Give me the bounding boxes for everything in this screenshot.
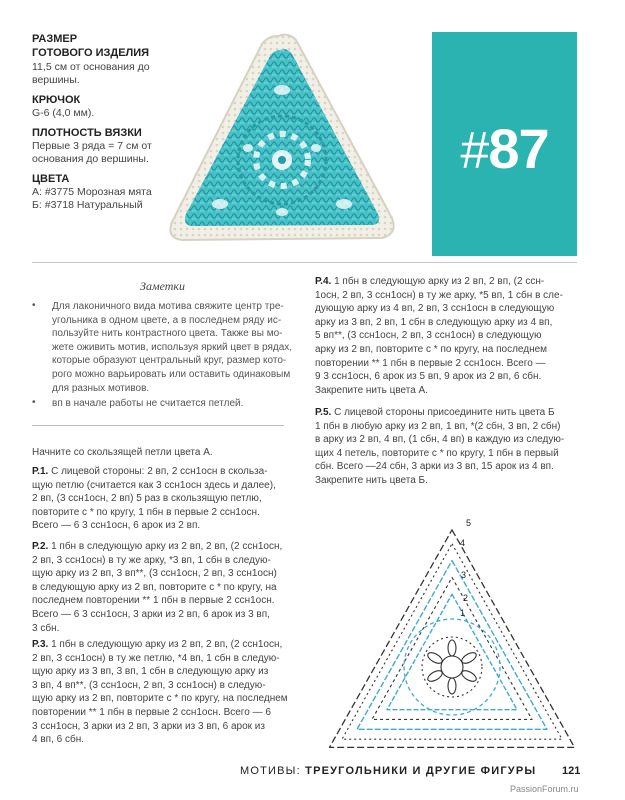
row-line: 9 3 ссн1осн, 6 арок из 5 вп, 9 арок из 2 вп, 6 сбн. [315,371,542,383]
row-line: Закрепите нить цвета А. [315,384,428,396]
row-marker: 2 [463,593,469,603]
note-2: вп в начале работы не считается петлей. [52,398,244,409]
row-marker: 4 [460,538,466,548]
row-marker: 3 [461,570,467,580]
note-1-line: жете оживить мотив, используя яркий цвет в рядах, [52,341,293,353]
hook-text: G-6 (4,0 мм). [32,107,95,119]
chart-round [372,577,532,719]
row-line: Закрепите нить цвета Б. [315,474,428,486]
size-heading-line1: РАЗМЕР [32,33,78,45]
note-1-line: рого можно варьировать или оставить одинаковым [52,368,291,380]
size-text-line1: 11,5 см от основания до [32,61,150,73]
gauge-heading: ПЛОТНОСТЬ ВЯЗКИ [32,127,142,139]
row-line: 3 вп, 4 вп**, (3 ссн1осн, 2 вп, 3 ссн1осн) в следую- [32,679,266,691]
row-4 [315,275,585,397]
row-line: щую петлю (считается как 3 ссн1осн здесь и далее), [32,479,276,491]
chart-round [357,561,547,730]
gauge-text-line1: Первые 3 ряда = 7 см от [32,140,152,152]
row-line: С лицевой стороны: 2 вп, 2 ссн1осн в скольза- [48,466,268,477]
row-line: повторении ** 1 пбн в первые 2 ссн1осн. Всего — 6 [32,706,271,718]
row-line: 5 вп**, (3 ссн1осн, 2 вп, 3 ссн1осн) в следующую [315,330,542,342]
row-line: повторите с * по кругу, 1 пбн в первые 2 ссн1осн. [32,506,260,518]
crochet-chart [322,512,602,762]
row-line: дующую арку из 4 вп, 2 вп, 3 ссн1осн в следующую [315,303,555,315]
pattern-number-value: 87 [488,117,549,180]
motif-photo [160,28,410,253]
row-marker: 1 [460,608,466,618]
pattern-number [432,116,577,181]
chart-round [404,619,500,715]
row-label: Р.4. [315,276,332,287]
color-b: Б: #3718 Натуральный [32,199,143,211]
header-divider [32,262,577,263]
row-line: 2 вп, 3 ссн1осн) в ту же арку, *3 вп, 1 сбн в следую- [32,554,271,566]
row-line: последнем повторении ** 1 пбн в первые 2 ссн1осн. [32,595,275,607]
row-markers [460,518,471,618]
row-line: арку из 2 вп, повторите с * по кругу, на последнем [315,343,548,355]
chart-center [426,640,478,694]
gauge-text-line2: основания до вершины. [32,153,149,165]
note-1-line: которые образуют центральный круг, размер кото- [52,355,287,367]
note-1-line: пользуйте нить контрастного цвета. Также вы мо- [52,328,283,340]
footer-section: МОТИВЫ: [240,765,301,777]
row-line: 2 вп, (3 ссн1осн, 2 вп) 5 раз в скользящую петлю, [32,493,262,505]
row-line: 1 пбн в следующую арку из 2 вп, 2 вп, (2 ссн1осн, [48,639,283,650]
row-marker: 5 [466,518,472,528]
intro-text: Начните со скользящей петли цвета А. [32,447,213,458]
colors-heading: ЦВЕТА [32,173,70,185]
row-2 [32,540,302,635]
row-line: 1 пбн в следующую арку из 2 вп, 2 вп, (2 ссн1осн, [48,541,283,552]
chart-round [330,530,575,748]
row-line: С лицевой стороны присоедините нить цвета Б [331,407,555,418]
size-text-line2: вершины. [32,74,80,86]
note-1 [52,300,297,395]
note-1-line: для разных мотивов. [52,382,150,394]
row-line: щую арку из 2 вп, 3 вп**, (3 ссн1осн, 2 вп, 3 ссн1осн) [32,568,277,580]
pattern-number-badge [432,32,577,256]
footer-topic: ТРЕУГОЛЬНИКИ И ДРУГИЕ ФИГУРЫ [300,765,537,777]
chart-rings [330,530,575,748]
row-line: в следующую арку из 2 вп, повторите с * по кругу, на [32,581,277,593]
pattern-number-hash: # [460,122,489,180]
row-line: сбн. Всего —24 сбн, 3 арки из 3 вп, 15 арок из 4 вп. [315,461,554,473]
note-1-line: Для лаконичного вида мотива свяжите центр тре- [52,301,284,312]
note-1-line: угольника в одном цвете, а в последнем ряду ис- [52,314,282,326]
row-line: Всего — 6 3 ссн1осн, 3 арки из 2 вп, 6 арок из 3 вп, [32,608,270,620]
watermark: PassionForum.ru [510,784,579,794]
row-line: Всего — 6 3 ссн1осн, 6 арок из 2 вп. [32,520,201,532]
row-line: 1осн, 2 вп, 3 ссн1осн) в ту же арку, *5 вп, 1 сбн в сле- [315,289,563,301]
row-line: повторении ** 1 пбн в первые 2 ссн1осн. Всего — [315,357,546,369]
notes-divider [32,425,284,426]
running-footer [240,765,536,777]
row-line: 4 вп, 6 сбн. [32,734,84,746]
row-line: щих 4 петель, повторите с * по кругу, 1 пбн в первый [315,447,559,459]
row-1 [32,465,302,533]
row-line: арку из 3 вп, 2 вп, 1 сбн в следующую арку из 4 вп, [315,316,553,328]
color-a: А: #3775 Морозная мята [32,186,152,198]
row-line: 1 пбн в любую арку из 2 вп, 1 вп, *(2 сбн, 3 вп, 2 сбн) [315,420,561,432]
row-label: Р.1. [32,466,49,477]
page-number: 121 [562,765,581,777]
row-3 [32,638,302,747]
row-5 [315,406,585,488]
row-line: 3 ссн1осн, 3 арки из 2 вп, 3 арки из 3 вп, 6 арок из [32,720,265,732]
row-line: 1 пбн в следующую арку из 2 вп, 2 вп, (2 ссн- [331,276,545,287]
chart-round [422,637,482,697]
row-label: Р.3. [32,639,49,650]
note-bullet-1: • [32,300,36,311]
size-heading-line2: ГОТОВОГО ИЗДЕЛИЯ [32,47,150,59]
hook-heading: КРЮЧОК [32,94,81,106]
note-bullet-2: • [32,397,36,408]
row-label: Р.5. [315,407,332,418]
row-line: в арку из 2 вп, 4 вп, (1 сбн, 4 вп) в каждую из следую- [315,434,565,446]
notes-title: Заметки [140,279,186,293]
row-label: Р.2. [32,541,49,552]
row-line: щую арку из 3 вп, 3 вп, 1 сбн в следующую арку из [32,666,269,678]
row-line: 2 вп, 3 ссн1осн) в ту же петлю, *4 вп, 1 сбн в следую- [32,652,280,664]
center-petals [426,640,478,694]
row-line: 3 сбн. [32,622,60,634]
row-line: щую арку из 2 вп, повторите с * по кругу, на последнем [32,693,288,705]
